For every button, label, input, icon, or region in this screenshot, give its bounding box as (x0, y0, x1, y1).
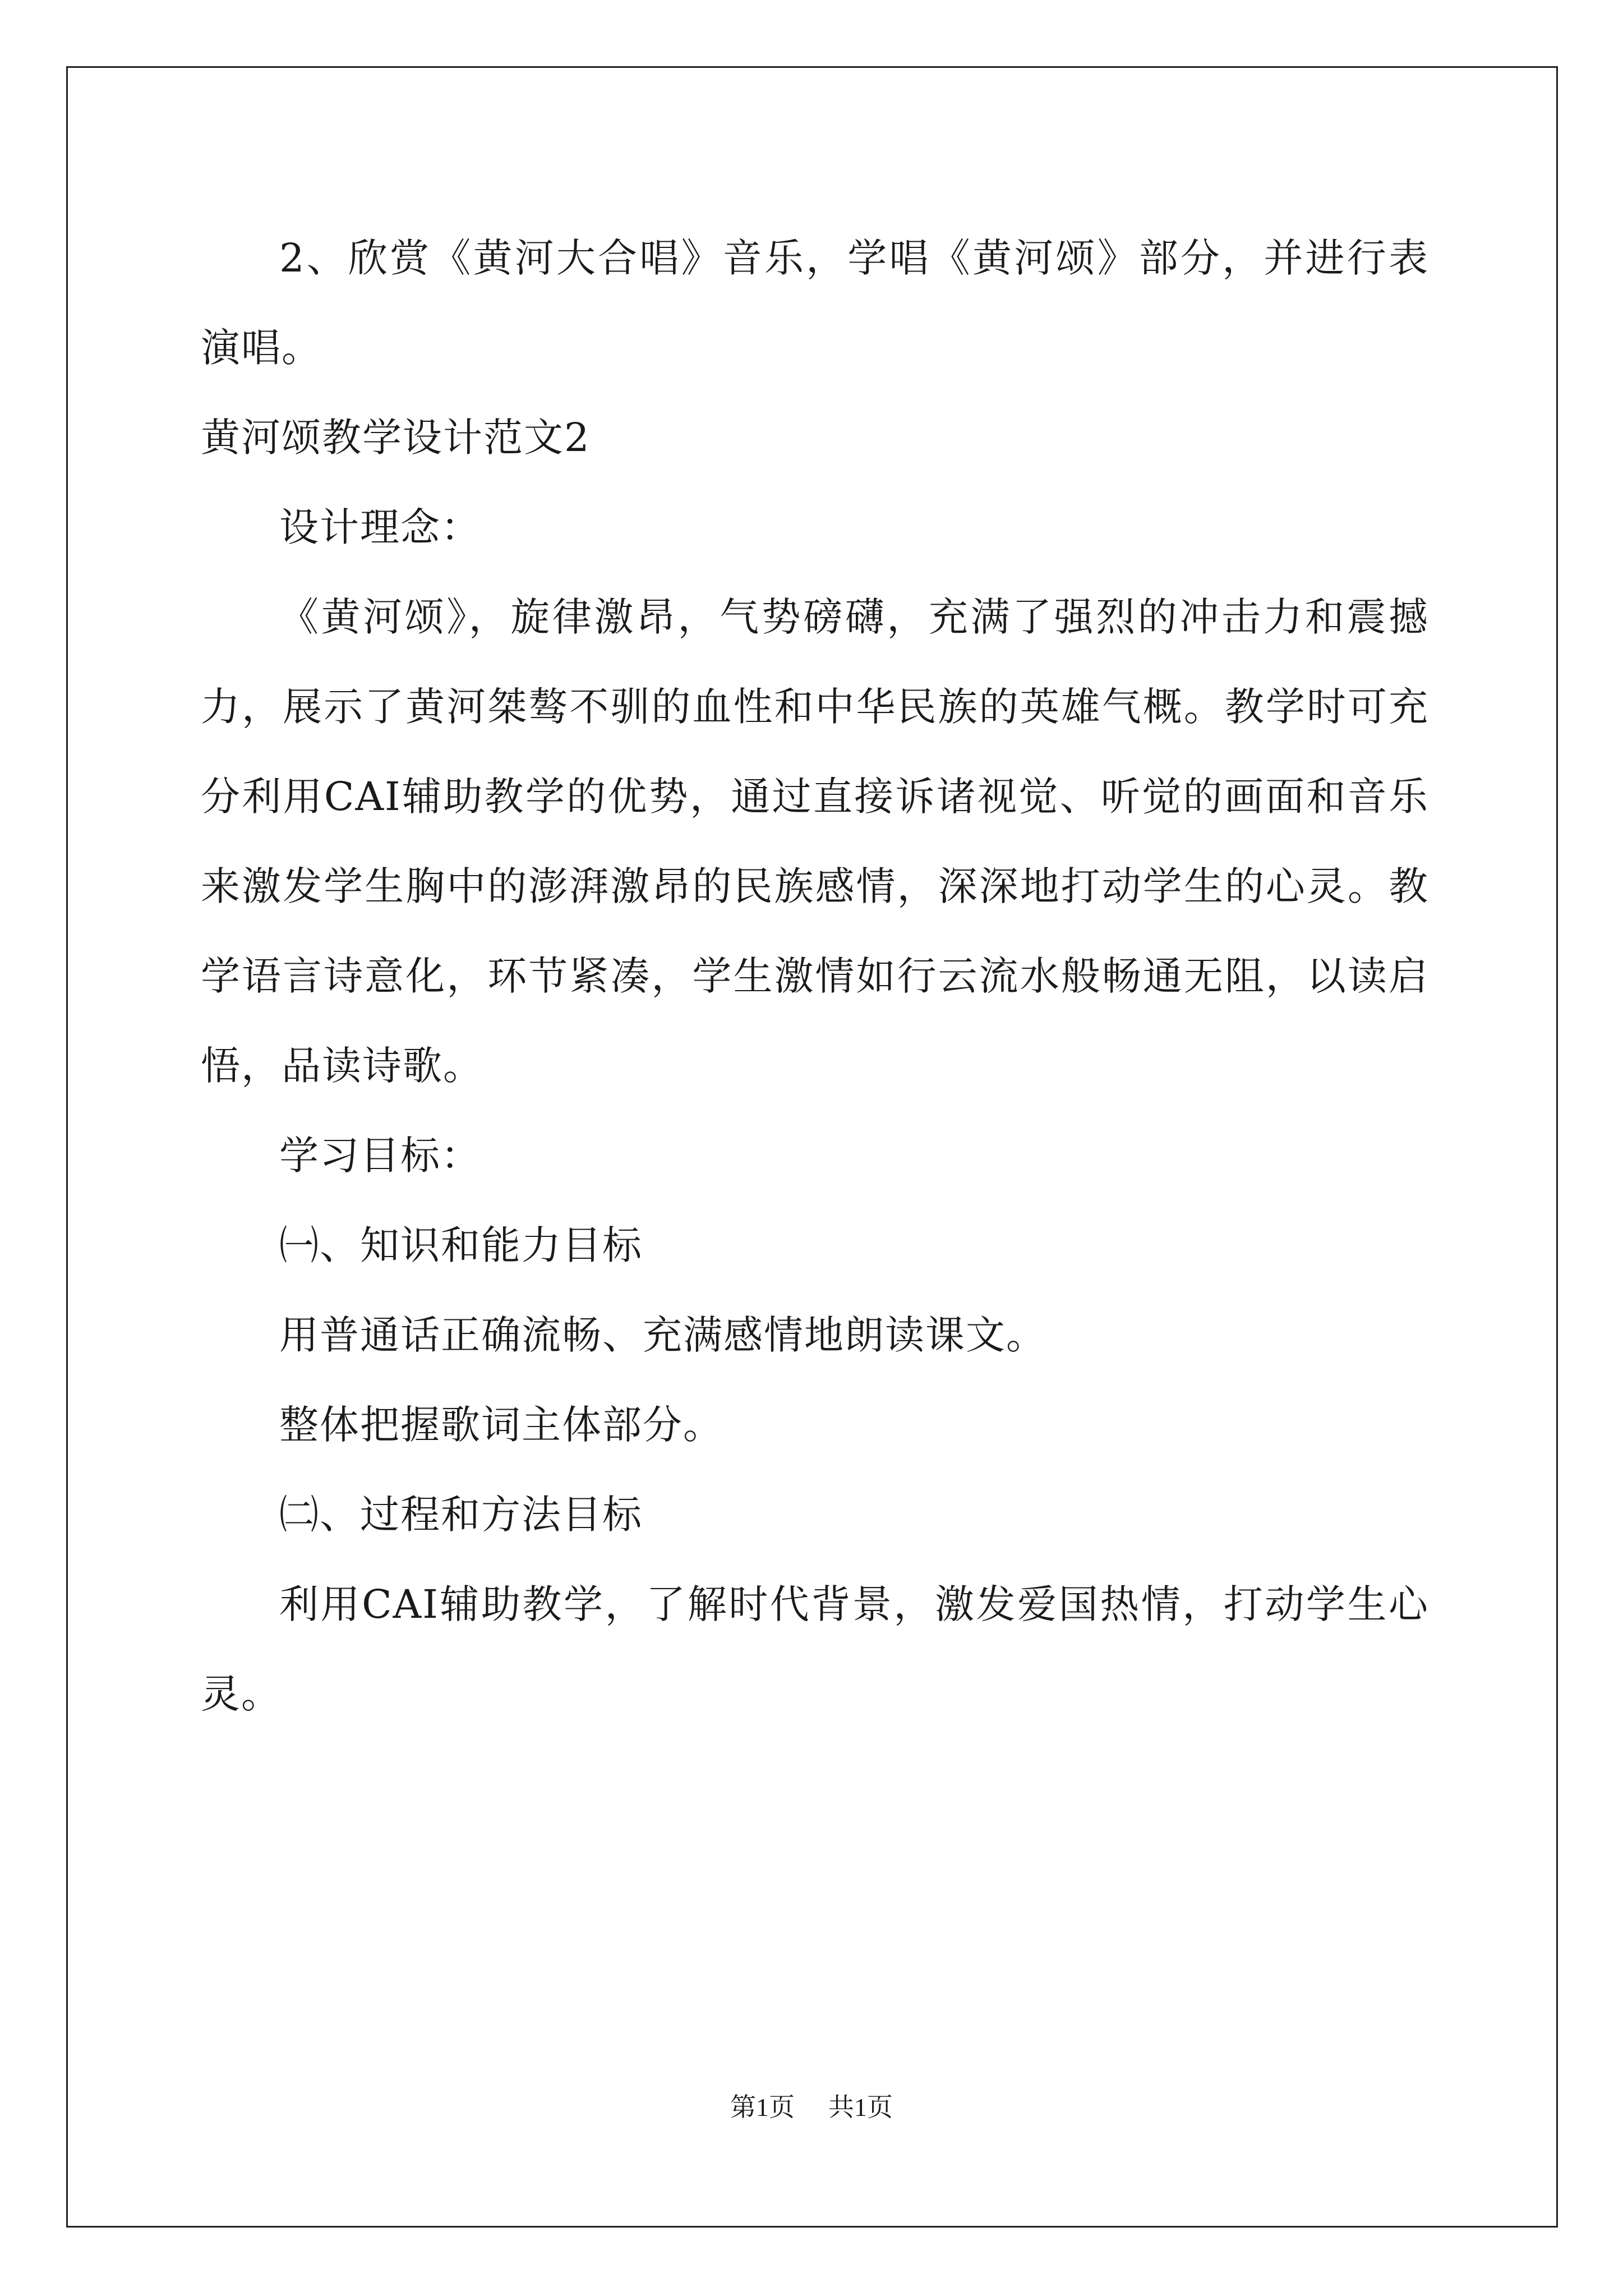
page-footer (0, 2087, 1623, 2124)
knowledge-goal-heading: ㈠、知识和能力目标 (279, 1222, 643, 1268)
process-goal-item-1: 利用CAI辅助教学，了解时代背景，激发爱国热情，打动学生心灵。 (201, 1581, 1429, 1717)
document-body (201, 213, 1429, 1739)
page-number: 第1页 (730, 2093, 795, 2122)
process-goal-heading: ㈡、过程和方法目标 (279, 1492, 643, 1538)
knowledge-goal-item-1: 用普通话正确流畅、充满感情地朗读课文。 (279, 1312, 1046, 1358)
design-concept-heading: 设计理念： (279, 504, 481, 550)
page-total: 共1页 (828, 2093, 893, 2122)
section-heading: 黄河颂教学设计范文2 (201, 415, 591, 461)
paragraph-appreciate-music: 2、欣赏《黄河大合唱》音乐，学唱《黄河颂》部分，并进行表演唱。 (201, 235, 1429, 371)
knowledge-goal-item-2: 整体把握歌词主体部分。 (279, 1402, 723, 1448)
learning-goals-heading: 学习目标： (279, 1133, 481, 1179)
design-concept-paragraph: 《黄河颂》，旋律激昂，气势磅礴，充满了强烈的冲击力和震撼力，展示了黄河桀骜不驯的血性和中华民族的英雄气概。教学时可充分利用CAI辅助教学的优势，通过直接诉诸视觉、听觉的画面和音乐来激发学生胸中的澎湃激昂的民族感情，深深地打动学生的心灵。教学语言诗意化，环节紧凑，学生激情如行云流水般畅通无阻，以读启悟，品读诗歌。 (201, 594, 1429, 1089)
